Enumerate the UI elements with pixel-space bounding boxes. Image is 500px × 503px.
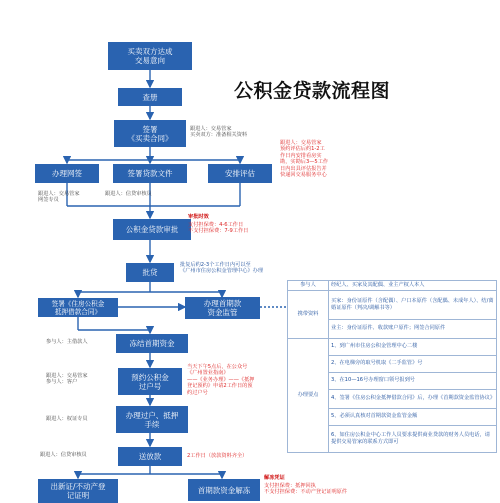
note-appraisal: [280, 140, 328, 178]
note-unfreeze-title: 解冻凭证: [264, 475, 285, 481]
note-appraisal-text: 跟进人：交易管家 预约评估后约1-2工 作日内安排看房实 勘，实勘后3—5工作 日内出具评估报告并 快递回交易服务中心: [280, 140, 329, 179]
table-cell-seller-docs: 业主：身份证原件、收款账户原件；网签合同原件: [329, 319, 497, 338]
step-sign-mortgage-contract: 签署《住房公积金 抵押借款合同》: [38, 298, 118, 317]
page-title: 公积金贷款流程图: [234, 80, 391, 102]
note-release-people: 跟进人：信贷审核员: [40, 452, 87, 458]
escrow-info-table: [287, 280, 497, 453]
table-row: [288, 338, 497, 355]
note-freeze: 参与人：主借款人: [46, 339, 88, 345]
step-online-signing: 办理网签: [35, 164, 99, 183]
step-title-search: 查册: [118, 88, 182, 106]
step-loan-approval: 公积金贷款审批: [113, 219, 191, 240]
table-cell-point-6: 6、如住房公积金中心工作人员要求提供商业贷款的财务人员电话，请提供交易管家的联系方式即可: [329, 425, 497, 452]
note-online-signing: 跟进人：交易管家 网签专员: [38, 191, 80, 204]
step-loan-granted: 批贷: [126, 263, 174, 282]
note-approval-title: 审批时效: [188, 214, 209, 220]
step-unfreeze-downpayment: 首期款资金解冻: [188, 479, 260, 501]
note-sign-contract: 跟进人：交易管家 买卖双方：准备相关资料: [190, 126, 248, 139]
note-loan-docs: 跟进人：信贷审核员: [105, 191, 152, 197]
table-cell-point-1: 1、到广州市住房公积金管理中心二楼: [329, 338, 497, 355]
step-sign-loan-docs: 签署贷款文件: [113, 164, 187, 183]
table-cell-point-4: 4、签署《住房公积金抵押借款合同》后，办理《首期款资金监管协议》: [329, 389, 497, 408]
table-row: [288, 290, 497, 319]
table-head-documents: 携带资料: [288, 290, 329, 338]
note-transfer: 跟进人：权证专员: [46, 416, 88, 422]
note-release: 2工作日（放款资料齐全）: [187, 453, 248, 459]
step-book-transfer-slot: 预约公积金 过户号: [118, 368, 182, 395]
note-book: 当天下午5点后，在公众号 《广州置业指南》 ——《业务办理》——《抵押 登记预约》申请2工作日的预 约过户号: [187, 364, 255, 396]
table-cell-participants: 经纪人、买家及其配偶、业主产权人本人: [329, 281, 497, 291]
step-transfer-mortgage: 办理过户、抵押 手续: [116, 406, 188, 433]
note-granted: 批复后约2-3个工作日内可以至 《广州市住房公积金管理中心》办理: [180, 262, 264, 275]
note-unfreeze: 支付担保费：抵押回执 不支付担保费：不动产登记证明原件: [264, 483, 348, 496]
note-book-people: 跟进人：交易管家 参与人：客户: [46, 373, 88, 386]
step-sign-sales-contract: 签署 《买卖合同》: [114, 120, 186, 147]
step-arrange-appraisal: 安排评估: [208, 164, 272, 183]
table-cell-buyer-docs: 买家：身份证原件（含配偶）、户口本原件（含配偶、未成年人）、结/离婚证原件（判决/调解书等）: [329, 290, 497, 319]
table-cell-point-5: 5、必须认真核对首期款资金监管金额: [329, 408, 497, 425]
step-downpayment-escrow: 办理首期款 资金监管: [185, 297, 260, 319]
step-trade-intent: 买卖双方达成 交易意向: [108, 42, 192, 70]
step-release-loan: 送放款: [118, 447, 182, 466]
table-head-participants: 参与人: [288, 281, 329, 291]
note-approval: 支付担保费：4-6工作日 不支付担保费：7-9工作日: [188, 222, 249, 235]
step-freeze-downpayment: 冻结首期资金: [116, 334, 188, 353]
table-head-key-points: 办理要点: [288, 338, 329, 452]
table-cell-point-3: 3、在10—16号办理窗口领号报到号: [329, 372, 497, 389]
table-cell-point-2: 2、在电梯旁的取号机取《二手监管》号: [329, 355, 497, 372]
step-new-certificate: 出新证/不动产登 记证明: [38, 479, 118, 503]
table-row: [288, 281, 497, 291]
